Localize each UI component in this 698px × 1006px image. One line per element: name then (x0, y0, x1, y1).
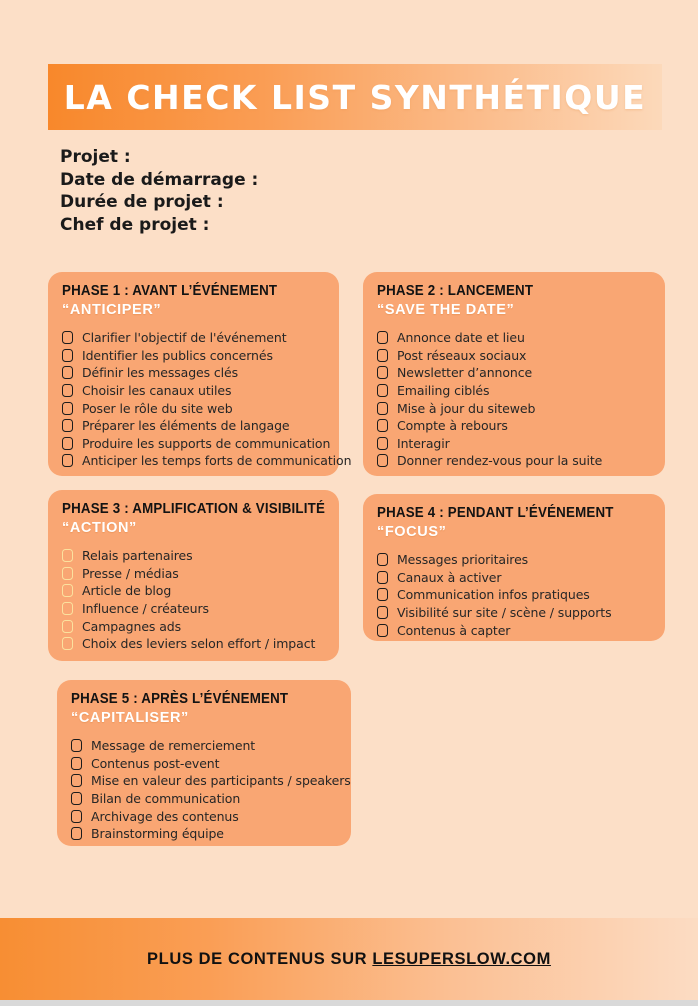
checkbox[interactable] (377, 402, 388, 415)
checklist-item-label: Interagir (397, 435, 450, 451)
checklist-row (377, 382, 657, 400)
phase-card-4 (363, 494, 665, 641)
checklist-item-label: Influence / créateurs (82, 601, 209, 617)
checklist-item-label: Article de blog (82, 583, 172, 599)
checklist-item-label: Communication infos pratiques (397, 587, 590, 603)
footer-prefix: PLUS DE CONTENUS SUR (147, 949, 373, 968)
checklist-row (62, 635, 331, 653)
project-field-start-date: Date de démarrage : (60, 169, 259, 190)
checkbox[interactable] (62, 584, 73, 597)
checklist-row (377, 417, 657, 435)
checkbox[interactable] (62, 331, 73, 344)
checklist (62, 329, 352, 470)
checkbox[interactable] (377, 437, 388, 450)
project-info-block (60, 146, 258, 236)
checklist-item-label: Choisir les canaux utiles (82, 383, 232, 399)
checkbox[interactable] (62, 637, 73, 650)
checklist-row (71, 807, 343, 825)
phase-title: PHASE 1 : AVANT L’ÉVÉNEMENT (62, 283, 278, 299)
project-field-manager: Chef de projet : (60, 214, 210, 235)
checkbox[interactable] (71, 739, 82, 752)
checklist-row (71, 825, 343, 843)
phase-subtitle: “FOCUS” (377, 524, 447, 540)
phase-card-5 (57, 680, 351, 846)
checkbox[interactable] (71, 774, 82, 787)
checklist-item-label: Presse / médias (82, 565, 179, 581)
checklist-item-label: Préparer les éléments de langage (82, 418, 290, 434)
project-field-name: Projet : (60, 147, 131, 167)
checklist-item-label: Archivage des contenus (91, 808, 239, 824)
checklist-item-label: Donner rendez-vous pour la suite (397, 453, 603, 469)
checkbox[interactable] (377, 606, 388, 619)
checkbox[interactable] (71, 792, 82, 805)
checklist-item-label: Définir les messages clés (82, 365, 239, 381)
checklist-item-label: Compte à rebours (397, 418, 508, 434)
checklist-item-label: Contenus à capter (397, 622, 511, 638)
checklist-item-label: Visibilité sur site / scène / supports (397, 605, 612, 621)
phase-subtitle: “CAPITALISER” (71, 710, 189, 726)
checkbox[interactable] (377, 331, 388, 344)
checklist-row (62, 364, 331, 382)
checklist-item-label: Contenus post-event (91, 755, 220, 771)
checklist-row (71, 737, 343, 755)
checklist-row (62, 435, 331, 453)
phase-card-1 (48, 272, 352, 476)
page-title: LA CHECK LIST SYNTHÉTIQUE (63, 77, 647, 117)
checklist-item-label: Campagnes ads (82, 618, 181, 634)
checklist-item-label: Messages prioritaires (397, 552, 529, 568)
checklist (62, 547, 331, 653)
checklist-item-label: Bilan de communication (91, 791, 241, 807)
checkbox[interactable] (71, 757, 82, 770)
checkbox[interactable] (62, 567, 73, 580)
checklist-row (377, 364, 657, 382)
phase-card-2 (363, 272, 665, 476)
checklist-row (71, 790, 343, 808)
project-field-duration: Durée de projet : (60, 192, 224, 212)
checklist-item-label: Brainstorming équipe (91, 826, 224, 842)
checklist (377, 329, 657, 470)
checklist-item-label: Produire les supports de communication (82, 435, 331, 451)
checklist (71, 737, 351, 843)
checkbox[interactable] (377, 384, 388, 397)
checklist-row (377, 452, 657, 470)
checklist-item-label: Poser le rôle du site web (82, 400, 233, 416)
checkbox[interactable] (71, 827, 82, 840)
footer-link[interactable]: LESUPERSLOW.COM (372, 949, 551, 968)
checklist-row (377, 569, 657, 587)
checklist-row (377, 604, 657, 622)
checklist-row (62, 399, 331, 417)
checklist-item-label: Canaux à activer (397, 569, 502, 585)
checklist-item-label: Post réseaux sociaux (397, 347, 527, 363)
checkbox[interactable] (62, 437, 73, 450)
checklist-row (62, 347, 331, 365)
checkbox[interactable] (377, 454, 388, 467)
checkbox[interactable] (62, 454, 73, 467)
phase-title: PHASE 2 : LANCEMENT (377, 283, 534, 299)
checklist-item-label: Clarifier l'objectif de l'événement (82, 330, 287, 346)
footer-banner (0, 918, 698, 1000)
checklist-row (377, 435, 657, 453)
bottom-edge-strip (0, 1000, 698, 1006)
checkbox[interactable] (377, 553, 388, 566)
checklist-row (62, 600, 331, 618)
checkbox[interactable] (377, 588, 388, 601)
phase-subtitle: “ANTICIPER” (62, 302, 162, 318)
checklist-row (62, 329, 331, 347)
checklist-row (377, 621, 657, 639)
phase-title: PHASE 3 : AMPLIFICATION & VISIBILITÉ (62, 501, 326, 517)
checklist-row (377, 551, 657, 569)
checklist-row (377, 586, 657, 604)
checkbox[interactable] (377, 624, 388, 637)
checklist-row (62, 617, 331, 635)
checklist-row (71, 772, 351, 790)
checklist-row (377, 399, 657, 417)
checklist-item-label: Identifier les publics concernés (82, 347, 273, 363)
checklist-item-label: Relais partenaires (82, 548, 193, 564)
checkbox[interactable] (62, 419, 73, 432)
phase-title: PHASE 4 : PENDANT L’ÉVÉNEMENT (377, 505, 614, 521)
checkbox[interactable] (377, 349, 388, 362)
footer-text (147, 950, 551, 969)
phase-card-3 (48, 490, 339, 661)
header-banner (48, 64, 662, 130)
checklist-row (71, 755, 343, 773)
checkbox[interactable] (62, 349, 73, 362)
checkbox[interactable] (377, 571, 388, 584)
checkbox[interactable] (377, 366, 388, 379)
checkbox[interactable] (62, 549, 73, 562)
checklist-row (62, 565, 331, 583)
checklist-item-label: Mise en valeur des participants / speakers (91, 773, 351, 789)
checklist-item-label: Annonce date et lieu (397, 330, 525, 346)
checkbox[interactable] (62, 366, 73, 379)
checklist-row (377, 329, 657, 347)
checklist-row (62, 582, 331, 600)
checkbox[interactable] (62, 602, 73, 615)
phase-subtitle: “ACTION” (62, 520, 137, 536)
checklist-row (62, 417, 331, 435)
checklist-item-label: Mise à jour du siteweb (397, 400, 536, 416)
phase-subtitle: “SAVE THE DATE” (377, 302, 515, 318)
checklist-item-label: Message de remerciement (91, 738, 256, 754)
checklist-item-label: Newsletter d’annonce (397, 365, 533, 381)
checklist-row (377, 347, 657, 365)
checklist-row (62, 382, 331, 400)
phase-title: PHASE 5 : APRÈS L’ÉVÉNEMENT (71, 691, 289, 707)
checklist (377, 551, 657, 639)
checklist-item-label: Emailing ciblés (397, 383, 490, 399)
checkbox[interactable] (377, 419, 388, 432)
checklist-item-label: Choix des leviers selon effort / impact (82, 636, 316, 652)
checkbox[interactable] (62, 620, 73, 633)
checklist-row (62, 547, 331, 565)
checkbox[interactable] (62, 384, 73, 397)
checklist-row (62, 452, 352, 470)
checkbox[interactable] (71, 810, 82, 823)
checklist-item-label: Anticiper les temps forts de communication (82, 453, 352, 469)
checkbox[interactable] (62, 402, 73, 415)
